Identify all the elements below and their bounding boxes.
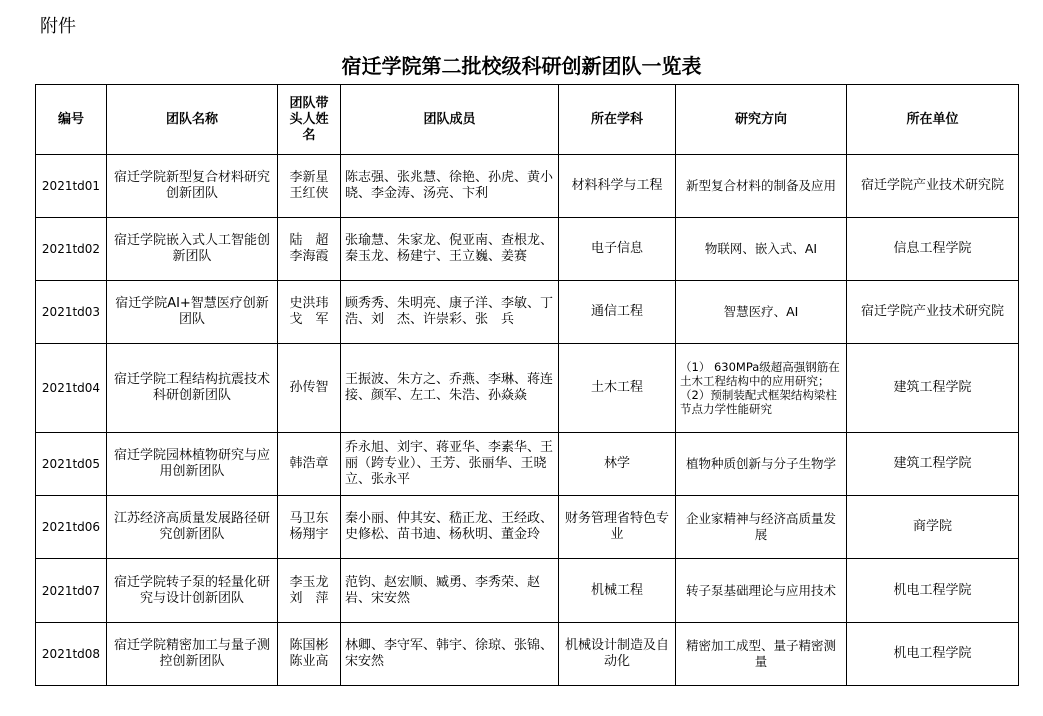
cell-leader: 李玉龙 刘 萍 — [278, 559, 341, 623]
document-title: 宿迁学院第二批校级科研创新团队一览表 — [341, 54, 702, 78]
cell-leader: 韩浩章 — [278, 433, 341, 496]
table-row — [36, 155, 1019, 218]
cell-code: 2021td01 — [36, 155, 107, 218]
cell-direction: 智慧医疗、AI — [676, 281, 847, 344]
cell-direction: 转子泵基础理论与应用技术 — [676, 559, 847, 623]
table-row — [36, 433, 1019, 496]
cell-unit: 宿迁学院产业技术研究院 — [847, 281, 1019, 344]
cell-discipline: 机械工程 — [559, 559, 676, 623]
cell-direction: 精密加工成型、量子精密测量 — [676, 623, 847, 686]
cell-team-name: 宿迁学院园林植物研究与应用创新团队 — [107, 433, 278, 496]
header-code: 编号 — [36, 85, 107, 155]
cell-members: 陈志强、张兆慧、徐艳、孙虎、黄小晓、李金涛、汤亮、卞利 — [341, 155, 559, 218]
cell-leader: 孙传智 — [278, 344, 341, 433]
table-row — [36, 496, 1019, 559]
header-team-name: 团队名称 — [107, 85, 278, 155]
header-direction: 研究方向 — [676, 85, 847, 155]
cell-team-name: 宿迁学院精密加工与量子测控创新团队 — [107, 623, 278, 686]
cell-members: 顾秀秀、朱明亮、康子洋、李敏、丁 浩、刘 杰、许崇彩、张 兵 — [341, 281, 559, 344]
table-row — [36, 559, 1019, 623]
cell-leader: 陈国彬 陈业高 — [278, 623, 341, 686]
cell-team-name: 宿迁学院AI+智慧医疗创新团队 — [107, 281, 278, 344]
cell-code: 2021td03 — [36, 281, 107, 344]
cell-unit: 信息工程学院 — [847, 218, 1019, 281]
cell-direction: （1） 630MPa级超高强钢筋在土木工程结构中的应用研究；（2）预制装配式框架结构梁柱节点力学性能研究 — [676, 344, 847, 433]
cell-unit: 机电工程学院 — [847, 623, 1019, 686]
cell-unit: 建筑工程学院 — [847, 433, 1019, 496]
cell-code: 2021td02 — [36, 218, 107, 281]
cell-members: 张瑜慧、朱家龙、倪亚南、查根龙、秦玉龙、杨建宁、王立巍、姜赛 — [341, 218, 559, 281]
table-row — [36, 281, 1019, 344]
cell-discipline: 材料科学与工程 — [559, 155, 676, 218]
cell-team-name: 江苏经济高质量发展路径研究创新团队 — [107, 496, 278, 559]
cell-direction: 企业家精神与经济高质量发展 — [676, 496, 847, 559]
table-row — [36, 344, 1019, 433]
cell-discipline: 土木工程 — [559, 344, 676, 433]
cell-leader: 马卫东 杨翔宇 — [278, 496, 341, 559]
team-table — [35, 84, 1019, 686]
cell-members: 王振波、朱方之、乔燕、李琳、蒋连接、颜军、左工、朱浩、孙焱焱 — [341, 344, 559, 433]
cell-code: 2021td07 — [36, 559, 107, 623]
cell-discipline: 林学 — [559, 433, 676, 496]
cell-leader: 陆 超 李海霞 — [278, 218, 341, 281]
cell-discipline: 财务管理省特色专业 — [559, 496, 676, 559]
cell-team-name: 宿迁学院转子泵的轻量化研究与设计创新团队 — [107, 559, 278, 623]
table-row — [36, 218, 1019, 281]
cell-code: 2021td06 — [36, 496, 107, 559]
cell-leader: 史洪玮 戈 军 — [278, 281, 341, 344]
attachment-label: 附件 — [40, 16, 76, 37]
cell-leader: 李新星 王红侠 — [278, 155, 341, 218]
cell-direction: 新型复合材料的制备及应用 — [676, 155, 847, 218]
table-row — [36, 623, 1019, 686]
cell-discipline: 电子信息 — [559, 218, 676, 281]
cell-team-name: 宿迁学院新型复合材料研究创新团队 — [107, 155, 278, 218]
cell-team-name: 宿迁学院嵌入式人工智能创新团队 — [107, 218, 278, 281]
cell-unit: 宿迁学院产业技术研究院 — [847, 155, 1019, 218]
cell-code: 2021td05 — [36, 433, 107, 496]
cell-unit: 商学院 — [847, 496, 1019, 559]
cell-members: 林卿、李守军、韩宇、徐琼、张锦、 宋安然 — [341, 623, 559, 686]
table-header-row — [36, 85, 1019, 155]
header-members: 团队成员 — [341, 85, 559, 155]
cell-members: 秦小丽、仲其安、嵇正龙、王经政、史修松、苗书迪、杨秋明、董金玲 — [341, 496, 559, 559]
cell-unit: 建筑工程学院 — [847, 344, 1019, 433]
cell-code: 2021td08 — [36, 623, 107, 686]
cell-discipline: 通信工程 — [559, 281, 676, 344]
cell-team-name: 宿迁学院工程结构抗震技术科研创新团队 — [107, 344, 278, 433]
cell-members: 范钧、赵宏顺、臧勇、李秀荣、赵岩、宋安然 — [341, 559, 559, 623]
cell-unit: 机电工程学院 — [847, 559, 1019, 623]
cell-discipline: 机械设计制造及自动化 — [559, 623, 676, 686]
header-leader: 团队带头人姓名 — [278, 85, 341, 155]
cell-direction: 植物种质创新与分子生物学 — [676, 433, 847, 496]
header-discipline: 所在学科 — [559, 85, 676, 155]
cell-direction: 物联网、嵌入式、AI — [676, 218, 847, 281]
cell-code: 2021td04 — [36, 344, 107, 433]
header-unit: 所在单位 — [847, 85, 1019, 155]
cell-members: 乔永旭、刘宇、蒋亚华、李素华、王丽（跨专业）、王芳、张丽华、王晓立、张永平 — [341, 433, 559, 496]
